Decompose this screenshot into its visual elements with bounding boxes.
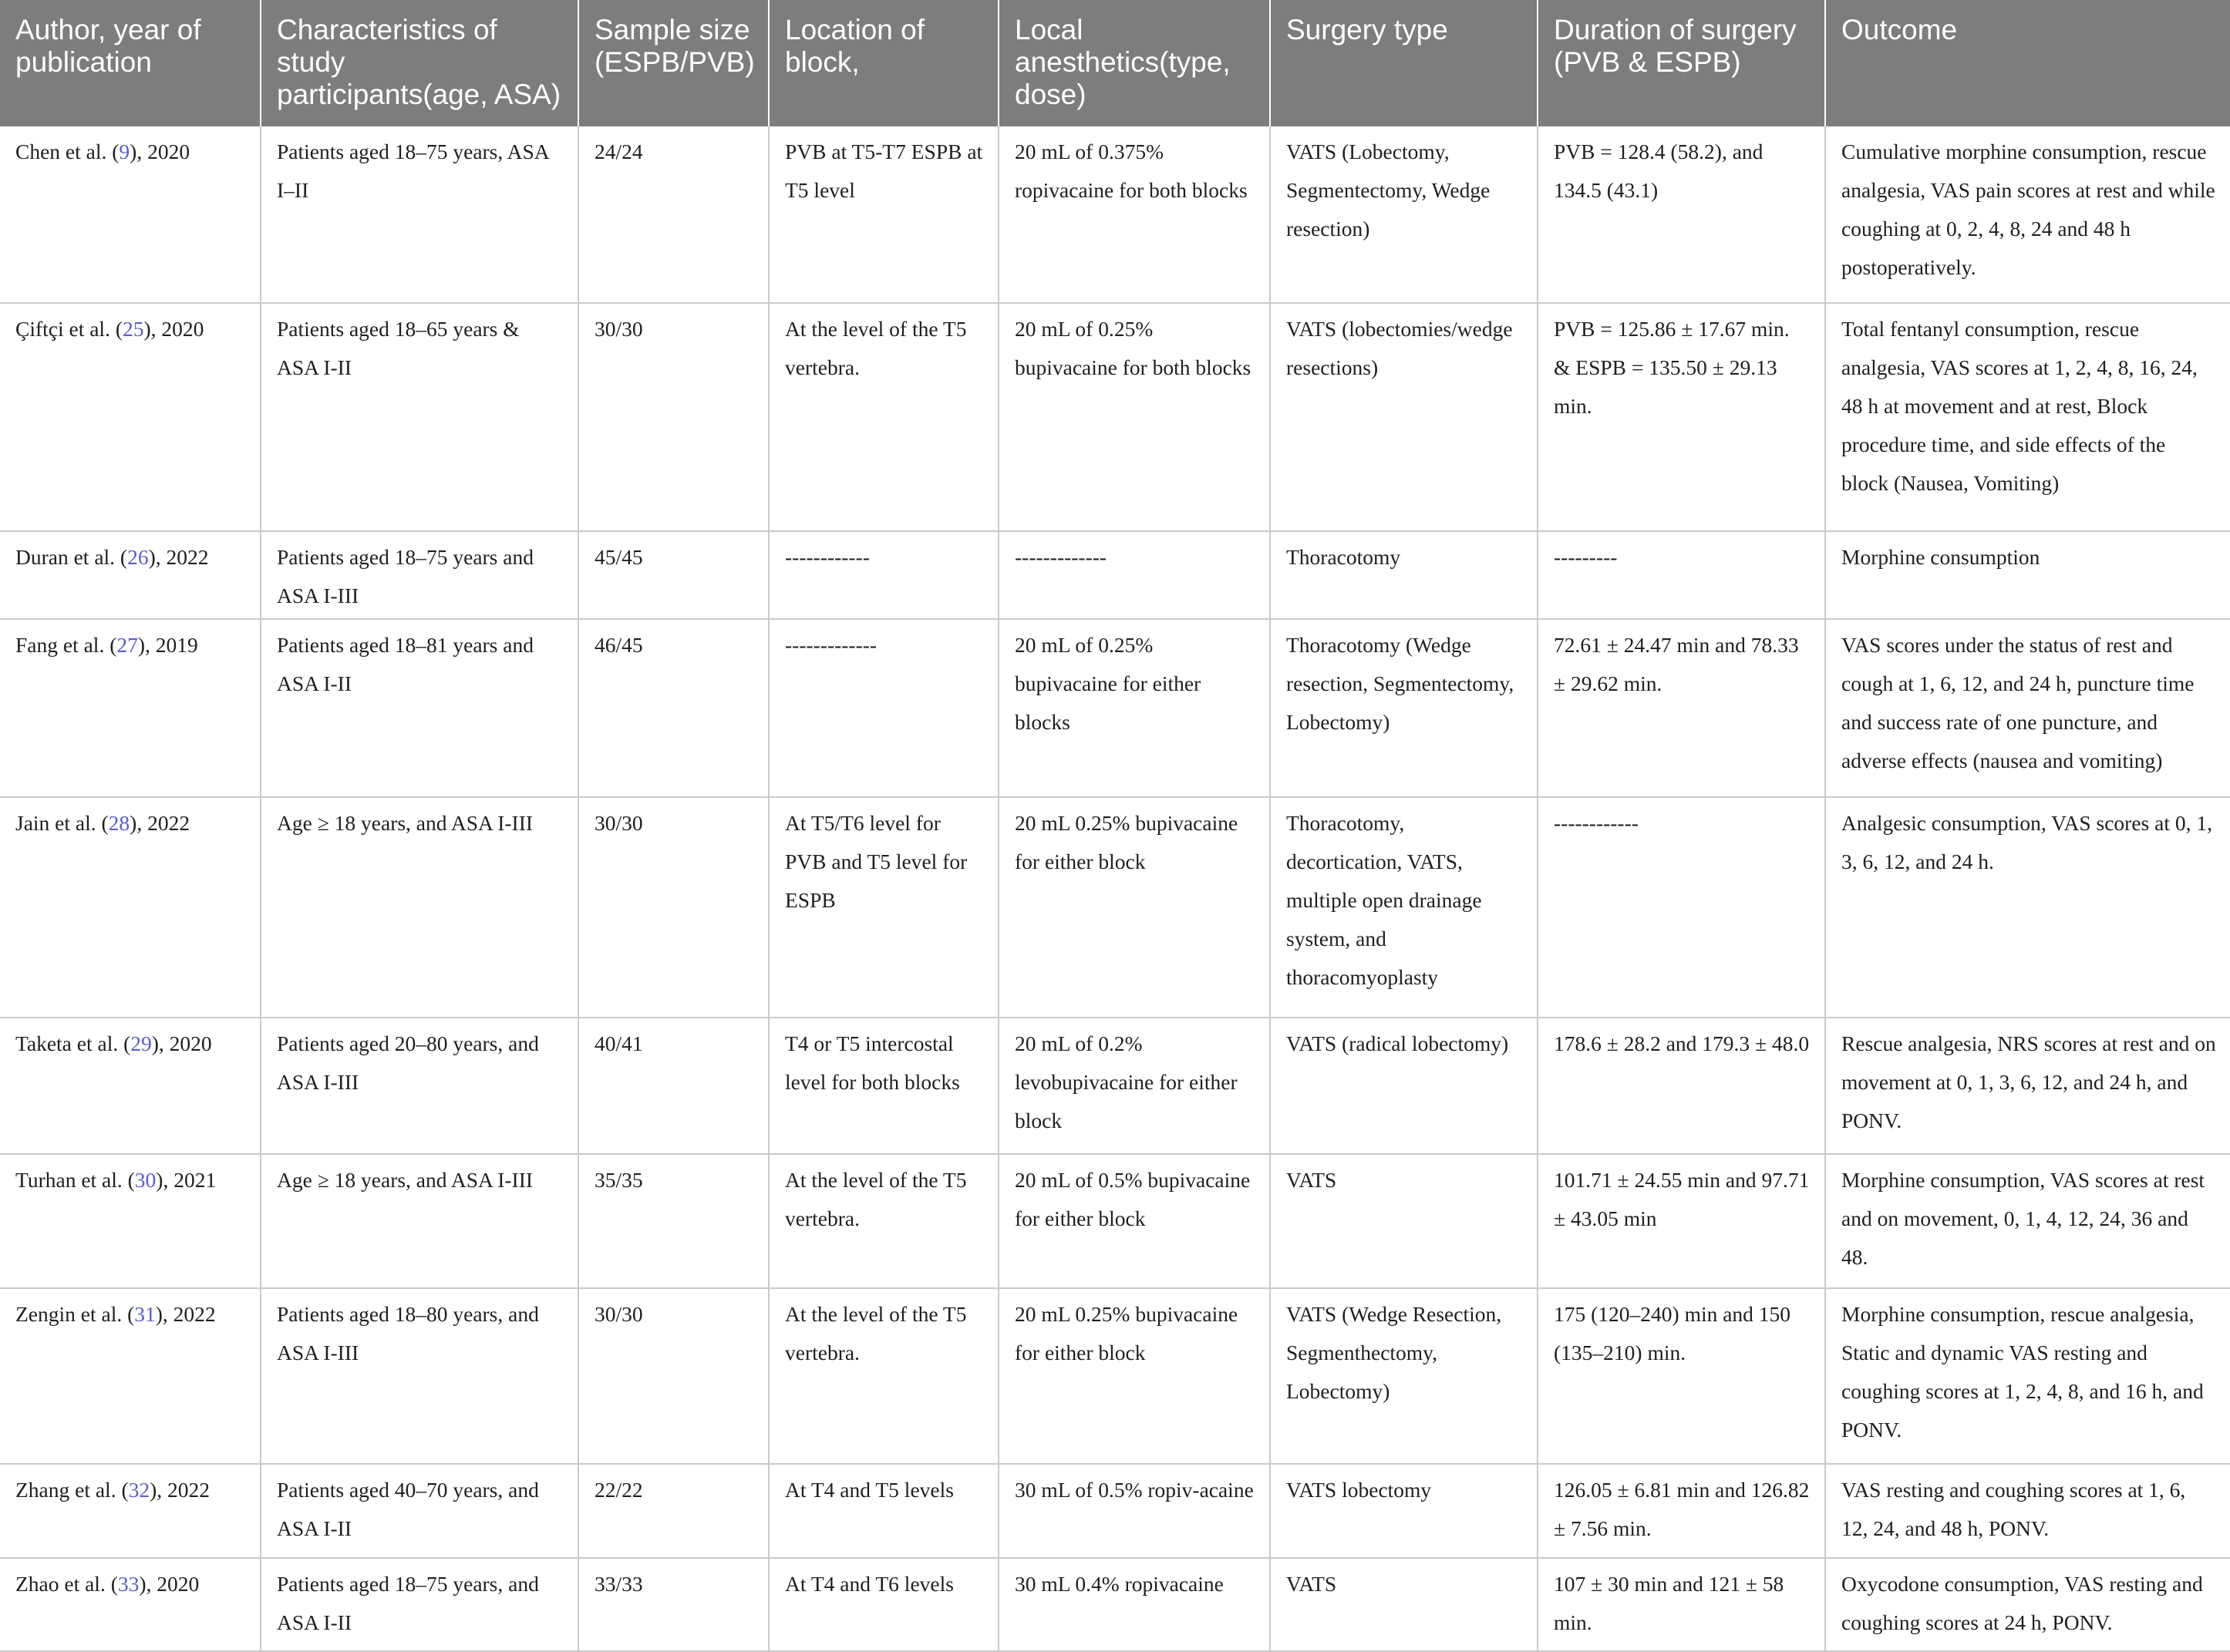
- cell-surgery-type: VATS: [1270, 1558, 1538, 1651]
- cell-author: [0, 1154, 261, 1288]
- reference-link[interactable]: 26: [127, 545, 149, 569]
- cell-surgery-type: Thoracotomy (Wedge resection, Segmentectomy, Lobectomy): [1270, 619, 1538, 797]
- header-duration: Duration of surgery (PVB & ESPB): [1538, 0, 1825, 126]
- reference-link[interactable]: 30: [134, 1168, 157, 1192]
- author-year-text: ), 2022: [148, 545, 209, 569]
- cell-outcome: Analgesic consumption, VAS scores at 0, 1, 3, 6, 12, and 24 h.: [1825, 797, 2230, 1018]
- cell-sample-size: 30/30: [578, 303, 769, 531]
- reference-link[interactable]: 25: [122, 317, 144, 341]
- cell-local-anesthetics: 20 mL of 0.375% ropivacaine for both blocks: [999, 126, 1270, 303]
- cell-sample-size: 22/22: [578, 1464, 769, 1558]
- cell-outcome: VAS resting and coughing scores at 1, 6, 12, 24, and 48 h, PONV.: [1825, 1464, 2230, 1558]
- author-text: Turhan et al. (: [15, 1168, 135, 1192]
- cell-author: [0, 1464, 261, 1558]
- cell-location: At T5/T6 level for PVB and T5 level for ESPB: [769, 797, 999, 1018]
- cell-characteristics: Patients aged 18–75 years and ASA I-III: [261, 531, 578, 619]
- cell-characteristics: Patients aged 18–75 years, and ASA I-II: [261, 1558, 578, 1651]
- cell-sample-size: 30/30: [578, 797, 769, 1018]
- table-row: [0, 619, 2230, 797]
- reference-link[interactable]: 9: [119, 140, 130, 163]
- cell-surgery-type: VATS (lobectomies/wedge resections): [1270, 303, 1538, 531]
- author-text: Zengin et al. (: [15, 1302, 135, 1326]
- reference-link[interactable]: 31: [134, 1302, 156, 1326]
- cell-surgery-type: VATS lobectomy: [1270, 1464, 1538, 1558]
- cell-location: At the level of the T5 vertebra.: [769, 1288, 999, 1464]
- cell-surgery-type: VATS (Lobectomy, Segmentectomy, Wedge resection): [1270, 126, 1538, 303]
- cell-sample-size: 33/33: [578, 1558, 769, 1651]
- cell-author: [0, 1018, 261, 1154]
- author-text: Jain et al. (: [15, 811, 109, 835]
- cell-location: -------------: [769, 619, 999, 797]
- table-row: [0, 1558, 2230, 1651]
- cell-outcome: Rescue analgesia, NRS scores at rest and on movement at 0, 1, 3, 6, 12, and 24 h, and PONV.: [1825, 1018, 2230, 1154]
- table-row: [0, 126, 2230, 303]
- header-characteristics: Characteristics of study participants(age, ASA): [261, 0, 578, 126]
- header-sample-size: Sample size (ESPB/PVB): [578, 0, 769, 126]
- author-text: Zhao et al. (: [15, 1572, 118, 1596]
- cell-characteristics: Patients aged 18–65 years & ASA I-II: [261, 303, 578, 531]
- cell-author: [0, 1558, 261, 1651]
- author-text: Çiftçi et al. (: [15, 317, 123, 341]
- cell-location: PVB at T5-T7 ESPB at T5 level: [769, 126, 999, 303]
- header-outcome: Outcome: [1825, 0, 2230, 126]
- table-body: [0, 126, 2230, 1651]
- cell-author: [0, 531, 261, 619]
- author-text: Fang et al. (: [15, 633, 117, 657]
- author-year-text: ), 2022: [150, 1478, 211, 1502]
- cell-outcome: Total fentanyl consumption, rescue analgesia, VAS scores at 1, 2, 4, 8, 16, 24, 48 h at movement and at rest, Block procedure time, and side effects of the block (Nausea, Vomiting): [1825, 303, 2230, 531]
- cell-characteristics: Age ≥ 18 years, and ASA I-III: [261, 797, 578, 1018]
- cell-duration: ------------: [1538, 797, 1825, 1018]
- author-year-text: ), 2021: [156, 1168, 217, 1192]
- table-row: [0, 303, 2230, 531]
- cell-location: At T4 and T5 levels: [769, 1464, 999, 1558]
- cell-location: ------------: [769, 531, 999, 619]
- author-year-text: ), 2020: [139, 1572, 200, 1596]
- cell-sample-size: 40/41: [578, 1018, 769, 1154]
- cell-outcome: VAS scores under the status of rest and cough at 1, 6, 12, and 24 h, puncture time and success rate of one puncture, and adverse effects (nausea and vomiting): [1825, 619, 2230, 797]
- cell-author: [0, 303, 261, 531]
- header-author: Author, year of publication: [0, 0, 261, 126]
- author-year-text: ), 2020: [151, 1031, 212, 1055]
- cell-local-anesthetics: -------------: [999, 531, 1270, 619]
- cell-duration: 126.05 ± 6.81 min and 126.82 ± 7.56 min.: [1538, 1464, 1825, 1558]
- author-text: Chen et al. (: [15, 140, 120, 163]
- author-text: Duran et al. (: [15, 545, 128, 569]
- table-row: [0, 1464, 2230, 1558]
- author-year-text: ), 2020: [130, 140, 190, 163]
- cell-duration: 107 ± 30 min and 121 ± 58 min.: [1538, 1558, 1825, 1651]
- cell-sample-size: 35/35: [578, 1154, 769, 1288]
- cell-duration: 175 (120–240) min and 150 (135–210) min.: [1538, 1288, 1825, 1464]
- cell-duration: PVB = 125.86 ± 17.67 min. & ESPB = 135.50 ± 29.13 min.: [1538, 303, 1825, 531]
- cell-surgery-type: Thoracotomy: [1270, 531, 1538, 619]
- reference-link[interactable]: 32: [128, 1478, 150, 1502]
- cell-local-anesthetics: 20 mL of 0.25% bupivacaine for both blocks: [999, 303, 1270, 531]
- author-year-text: ), 2022: [155, 1302, 216, 1326]
- header-location: Location of block,: [769, 0, 999, 126]
- table-row: [0, 531, 2230, 619]
- cell-outcome: Oxycodone consumption, VAS resting and coughing scores at 24 h, PONV.: [1825, 1558, 2230, 1651]
- author-year-text: ), 2019: [137, 633, 198, 657]
- cell-duration: 178.6 ± 28.2 and 179.3 ± 48.0: [1538, 1018, 1825, 1154]
- cell-surgery-type: VATS: [1270, 1154, 1538, 1288]
- table-row: [0, 1018, 2230, 1154]
- cell-local-anesthetics: 20 mL 0.25% bupivacaine for either block: [999, 797, 1270, 1018]
- cell-characteristics: Patients aged 18–80 years, and ASA I-III: [261, 1288, 578, 1464]
- reference-link[interactable]: 29: [130, 1031, 152, 1055]
- cell-location: At T4 and T6 levels: [769, 1558, 999, 1651]
- reference-link[interactable]: 28: [108, 811, 130, 835]
- cell-local-anesthetics: 30 mL of 0.5% ropiv-acaine: [999, 1464, 1270, 1558]
- cell-duration: PVB = 128.4 (58.2), and 134.5 (43.1): [1538, 126, 1825, 303]
- table-row: [0, 797, 2230, 1018]
- author-year-text: ), 2020: [143, 317, 204, 341]
- cell-author: [0, 1288, 261, 1464]
- cell-outcome: Morphine consumption: [1825, 531, 2230, 619]
- cell-location: At the level of the T5 vertebra.: [769, 1154, 999, 1288]
- cell-location: T4 or T5 intercostal level for both blocks: [769, 1018, 999, 1154]
- header-row: [0, 0, 2230, 126]
- header-local-anesthetics: Local anesthetics(type, dose): [999, 0, 1270, 126]
- cell-author: [0, 619, 261, 797]
- cell-location: At the level of the T5 vertebra.: [769, 303, 999, 531]
- author-year-text: ), 2022: [130, 811, 190, 835]
- cell-sample-size: 30/30: [578, 1288, 769, 1464]
- table-header: [0, 0, 2230, 126]
- cell-local-anesthetics: 20 mL 0.25% bupivacaine for either block: [999, 1288, 1270, 1464]
- cell-characteristics: Patients aged 18–75 years, ASA I–II: [261, 126, 578, 303]
- cell-sample-size: 24/24: [578, 126, 769, 303]
- cell-duration: 72.61 ± 24.47 min and 78.33 ± 29.62 min.: [1538, 619, 1825, 797]
- cell-characteristics: Patients aged 40–70 years, and ASA I-II: [261, 1464, 578, 1558]
- cell-characteristics: Patients aged 20–80 years, and ASA I-III: [261, 1018, 578, 1154]
- cell-outcome: Morphine consumption, VAS scores at rest and on movement, 0, 1, 4, 12, 24, 36 and 48.: [1825, 1154, 2230, 1288]
- cell-author: [0, 797, 261, 1018]
- cell-surgery-type: VATS (Wedge Resection, Segmenthectomy, Lobectomy): [1270, 1288, 1538, 1464]
- author-text: Taketa et al. (: [15, 1031, 131, 1055]
- table-row: [0, 1154, 2230, 1288]
- cell-local-anesthetics: 20 mL of 0.2% levobupivacaine for either block: [999, 1018, 1270, 1154]
- cell-sample-size: 46/45: [578, 619, 769, 797]
- cell-author: [0, 126, 261, 303]
- reference-link[interactable]: 33: [117, 1572, 140, 1596]
- cell-surgery-type: Thoracotomy, decortication, VATS, multiple open drainage system, and thoracomyoplasty: [1270, 797, 1538, 1018]
- cell-local-anesthetics: 20 mL of 0.5% bupivacaine for either block: [999, 1154, 1270, 1288]
- cell-outcome: Morphine consumption, rescue analgesia, Static and dynamic VAS resting and coughing scores at 1, 2, 4, 8, and 16 h, and PONV.: [1825, 1288, 2230, 1464]
- cell-duration: 101.71 ± 24.55 min and 97.71 ± 43.05 min: [1538, 1154, 1825, 1288]
- header-surgery-type: Surgery type: [1270, 0, 1538, 126]
- reference-link[interactable]: 27: [116, 633, 138, 657]
- cell-surgery-type: VATS (radical lobectomy): [1270, 1018, 1538, 1154]
- cell-sample-size: 45/45: [578, 531, 769, 619]
- cell-duration: ---------: [1538, 531, 1825, 619]
- table-row: [0, 1288, 2230, 1464]
- cell-characteristics: Age ≥ 18 years, and ASA I-III: [261, 1154, 578, 1288]
- cell-outcome: Cumulative morphine consumption, rescue analgesia, VAS pain scores at rest and while coughing at 0, 2, 4, 8, 24 and 48 h postoperatively.: [1825, 126, 2230, 303]
- cell-characteristics: Patients aged 18–81 years and ASA I-II: [261, 619, 578, 797]
- cell-local-anesthetics: 30 mL 0.4% ropivacaine: [999, 1558, 1270, 1651]
- cell-local-anesthetics: 20 mL of 0.25% bupivacaine for either blocks: [999, 619, 1270, 797]
- author-text: Zhang et al. (: [15, 1478, 129, 1502]
